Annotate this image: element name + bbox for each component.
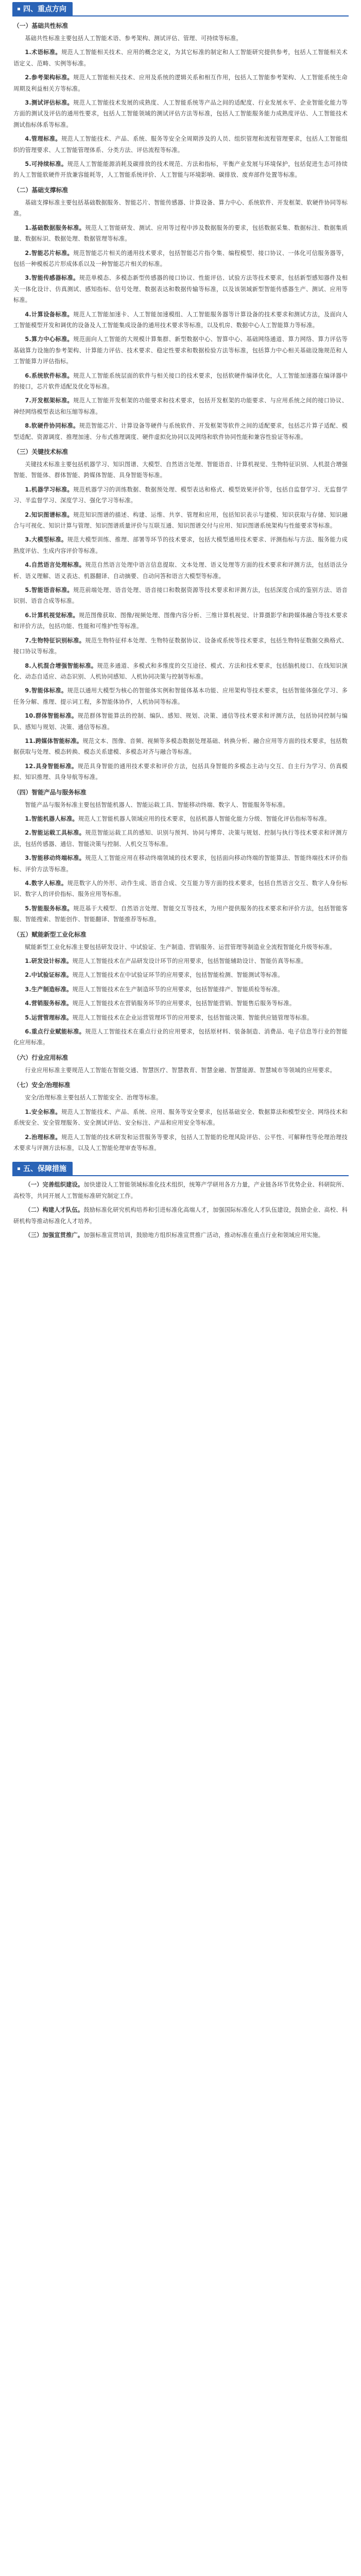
paragraph (13, 610, 348, 632)
paragraph-text: 基础支撑标准主要包括基础数据服务、智能芯片、智能传感器、计算设备、算力中心、系统软件、开发框架、软硬件协同等标准。 (13, 199, 348, 217)
paragraph-text: 规范自然语言处理中语言信息提取、文本处理、语义处理等方面的技术要求和评测方法，包括语法分析、语义理解、语义表达、机器翻译、自动摘要、自动问答和语言大模型等标准。 (13, 562, 348, 580)
square-icon (18, 1167, 20, 1170)
section-tag (12, 2, 73, 16)
paragraph-text: 智能产品与服务标准主要包括智能机器人、智能运载工具、智能移动终端、数字人、智能服务等标准。 (25, 801, 289, 808)
paragraph-label: （二）构建人才队伍。 (25, 1207, 84, 1214)
paragraph (13, 47, 348, 69)
paragraph-label: 7.开发框架标准。 (25, 397, 74, 404)
paragraph (13, 853, 348, 875)
paragraph-label: 5.算力中心标准。 (25, 336, 74, 343)
paragraph-label: 5.运营管理标准。 (25, 1014, 73, 1021)
paragraph (13, 635, 348, 657)
paragraph-text: 规范面向人工智能的大规模计算集群、新型数据中心、智算中心、基础网络通道、算力网络、算力评估等基础算力设施的参考架构、计算能力评估、技术要求、稳定性要求和数据检验方法等标准，包括算力中心相关基础设施规范和人工智能算力评估指标。 (13, 336, 348, 365)
paragraph-text: 规范人工智能开发框架的功能要求和技术要求，包括开发框架的功能要求、与应用系统之间的接口协议、神经网络模型表达和压缩等标准。 (13, 397, 348, 415)
paragraph-text: 规范智能芯片相关的通用技术要求，包括智能芯片指令集、编程模型、接口协议、一体化可信服务器等，包括一种模板芯片形成体系以及一种智能芯片相关的标准。 (13, 249, 348, 267)
paragraph-label: 5.智能服务标准。 (25, 905, 74, 912)
paragraph-text: 行业应用标准主要规范人工智能在智能交通、智慧医疗、智慧教育、智慧金融、智慧能源、智慧城市等领域的应用要求。 (25, 1066, 336, 1074)
paragraph (13, 942, 348, 953)
paragraph (13, 1026, 348, 1048)
paragraph (13, 984, 348, 995)
paragraph-label: 3.智能移动终端标准。 (25, 855, 85, 862)
paragraph-text: 加快建设人工智能领域标准化技术组织，统筹产学研用各方力量，产业链各环节优势企业、科研院所、高校等，共同开展人工智能标准研究制定工作。 (13, 1181, 348, 1199)
paragraph-text: 规范基于大模型、自然语言处理、智能交互等技术，为用户提供服务的技术要求和评价方法，包括智能客服、智能搜索、智能创作、智能翻译、智能推荐等标准。 (13, 905, 348, 923)
subsection-heading: （三）关键技术标准 (13, 448, 68, 455)
paragraph-text: 规范人工智能能源消耗及碳排放的技术规范、方法和指标，平衡产业发展与环境保护，包括促进生态可持续的人工智能软硬件开放兼容能耗等，人工智能系统评价、人工智能与环境影响、碳排放、废弃部件处置等标准。 (13, 161, 348, 179)
paragraph-label: 2.智能芯片标准。 (25, 249, 74, 257)
paragraph (13, 484, 348, 506)
paragraph-label: 4.管理标准。 (25, 135, 61, 143)
paragraph-label: （一）完善组织建设。 (25, 1181, 84, 1189)
paragraph-text: 规范文本、图像、音频、视频等多模态数据处理基础、转换分析、融合应用等方面的技术要求，包括数据获取与处理、模态转换、模态关系建模、多模态对齐与融合等标准。 (13, 737, 348, 756)
paragraph-label: 2.中试验证标准。 (25, 972, 73, 979)
paragraph-text: 规范人工智能技术在企业运营管理环节的应用要求，包括智能决策、智能供应链管理等标准。 (72, 1014, 313, 1021)
paragraph-text: 规范具身智能的通用技术要求和评价方法，包括具身智能的多模态主动与交互、自主行为学习、仿真模拟、知识推理、具身导航等标准。 (13, 762, 348, 781)
paragraph-text: 关键技术标准主要包括机器学习、知识图谱、大模型、自然语言处理、智能语音、计算机视觉、生物特征识别、人机混合增强智能、智能体、群体智能、跨媒体智能、具身智能等标准。 (13, 461, 348, 479)
paragraph-text: 赋能新型工业化标准主要包括研发设计、中试验证、生产制造、营销服务、运营管理等制造业全流程智能化升级等标准。 (25, 943, 336, 951)
paragraph-text: 规范数字人的外形、动作生成、语音合成、交互能力等方面的技术要求，包括自然语言交互、数字人身份标识、数字人的评价指标、服务应用等标准。 (13, 880, 348, 898)
subsection-heading: （七）安全/治理标准 (13, 1081, 71, 1089)
paragraph-text: 规范人工智能技术发展的成熟度、人工智能系统等产品之间的适配度、行业发展水平、企业智能化能力等方面的测试及评估的通用性要求，包括人工智能领域的测试评估方法等标准，包括人工智能服务能力成熟度评估、人工智能技术测试指标体系等标准。 (13, 99, 348, 128)
section-title: 四、重点方向 (23, 5, 66, 13)
paragraph-text: 规范人工智能应用在移动终端领域的技术要求，包括面向移动终端的智能算法、智能终端技术评价指标、评价方法等标准。 (13, 855, 348, 873)
paragraph (13, 998, 348, 1009)
paragraph (13, 534, 348, 556)
paragraph (13, 970, 348, 980)
paragraph (13, 1230, 348, 1241)
paragraph-text: 规范多通道、多模式和多维度的交互途径、模式、方法和技术要求，包括脑机接口、在线知识演化、动态自适应、动态识别、人机协同感知、人机协同决策与控制等标准。 (13, 662, 348, 680)
paragraph-label: 3.大模型标准。 (25, 536, 67, 544)
paragraph-label: 8.软硬件协同标准。 (25, 422, 79, 430)
paragraph (13, 585, 348, 607)
paragraph (13, 248, 348, 270)
paragraph-text: 规范人工智能技术在产品研发设计环节的应用要求，包括智能辅助设计、智能仿真等标准。 (72, 958, 307, 965)
paragraph-label: 2.治理标准。 (25, 1133, 61, 1141)
paragraph (13, 459, 348, 481)
paragraph-label: 5.智能语音标准。 (25, 587, 74, 594)
paragraph-label: 1.智能机器人标准。 (25, 815, 78, 822)
paragraph (13, 133, 348, 156)
paragraph-label: 1.基础数据服务标准。 (25, 224, 85, 231)
paragraph-text: 规范人工智能技术在生产制造环节的应用要求，包括智能排产、智能质检等标准。 (72, 986, 284, 993)
paragraph (13, 685, 348, 707)
paragraph-label: 3.生产制造标准。 (25, 986, 73, 993)
paragraph (13, 1092, 348, 1103)
paragraph (13, 159, 348, 181)
paragraph-text: 规范人工智能研发、测试、应用等过程中涉及数据服务的要求，包括数据采集、数据标注、数据集质量、数据标识、数据处理、数据管理等标准。 (13, 224, 348, 243)
paragraph (13, 1065, 348, 1076)
paragraph-text: 规范以通用大模型为核心的智能体实例和智能体基本功能、应用架构等技术要求，包括智能体强化学习、多任务分解、推理、提示词工程，多智能体协作，人机协同等标准。 (13, 687, 348, 705)
document-page (0, 0, 361, 1248)
paragraph-label: 8.人机混合增强智能标准。 (25, 662, 97, 669)
section-focus-content (0, 22, 361, 1154)
paragraph-label: 1.机器学习标准。 (25, 486, 74, 493)
paragraph (13, 273, 348, 306)
paragraph-label: 1.安全标准。 (25, 1108, 61, 1115)
paragraph (13, 1179, 348, 1201)
paragraph-text: 规范生物特征样本处理、生物特征数据协议、设备或系统等技术要求，包括生物特征数据交换格式、接口协议等标准。 (13, 637, 348, 655)
paragraph (13, 1107, 348, 1129)
paragraph-text: 规范人工智能相关技术、应用的概念定义，为其它标准的制定和人工智能研究提供参考，包括人工智能相关术语定义、范畴、实例等标准。 (13, 49, 348, 67)
paragraph (13, 903, 348, 925)
section-tag (12, 1162, 73, 1176)
paragraph-label: 1.研发设计标准。 (25, 958, 73, 965)
section-header-safeguards (12, 1160, 349, 1176)
paragraph (13, 1012, 348, 1023)
paragraph-label: 6.重点行业赋能标准。 (25, 1028, 85, 1036)
paragraph-label: 4.数字人标准。 (25, 880, 67, 887)
paragraph-text: 规范人工智能机器人领域应用的技术要求，包括机器人智能化能力分级、智能化评估指标等标准。 (78, 815, 331, 822)
paragraph-text: 规范机器学习的训练数据、数据预处理、模型表达和格式、模型效果评价等，包括自监督学习、无监督学习、半监督学习、深度学习、强化学习等标准。 (13, 486, 348, 504)
paragraph-label: 6.计算机视觉标准。 (25, 612, 79, 619)
paragraph (13, 814, 348, 824)
paragraph-label: 3.智能传感器标准。 (25, 275, 79, 282)
subsection-heading: （四）智能产品与服务标准 (13, 788, 87, 796)
paragraph (13, 560, 348, 582)
paragraph (13, 761, 348, 783)
paragraph-text: 规范单模态、多模态新型传感器的接口协议、性能评估、试验方法等技术要求，包括新型感知器件及相关一体化设计、仿真测试、感知指标、信号处理、数据表达和数据传输等标准，以及该领域新型智能传感器生产、测试、应用等标准。 (13, 275, 348, 304)
paragraph-label: 10.群体智能标准。 (25, 713, 78, 720)
paragraph-text: 规范人工智能的技术研发和运营服务等要求，包括人工智能的伦理风险评估、公平性、可解释性等伦理治理技术要求与评测方法标准，以及人工智能伦理审查等标准。 (13, 1133, 348, 1151)
paragraph-label: 3.测试评估标准。 (25, 99, 74, 107)
square-icon (18, 8, 20, 10)
paragraph (13, 420, 348, 443)
paragraph (13, 370, 348, 393)
paragraph-text: 规范人工智能技术在中试验证环节的应用要求，包括智能检测、智能测试等标准。 (72, 972, 284, 979)
paragraph-text: 规范图像获取、图像/视频处理、图像内容分析、三维计算机视觉、计算摄影学和跨媒体融合等技术要求和评价方法，包括功能、性能和可维护性等标准。 (13, 612, 348, 630)
paragraph (13, 510, 348, 532)
paragraph (13, 395, 348, 417)
section-safeguards-content (0, 1179, 361, 1241)
paragraph-text: 规范大模型训练、推理、部署等环节的技术要求，包括大模型通用技术要求、评测指标与方法、服务能力成熟度评估、生成内容评价等标准。 (13, 536, 348, 554)
subsection-heading: （六）行业应用标准 (13, 1054, 68, 1061)
paragraph (13, 1205, 348, 1227)
paragraph-label: 6.系统软件标准。 (25, 372, 74, 379)
paragraph-text: 规范智能运载工具的感知、识别与预判、协同与博弈、决策与规划、控制与执行等技术要求和评测方法，包括传感器、通信、智能决策与控制、人机交互等标准。 (13, 829, 348, 848)
paragraph (13, 827, 348, 850)
paragraph (13, 72, 348, 94)
paragraph (13, 33, 348, 44)
paragraph (13, 309, 348, 331)
paragraph (13, 223, 348, 245)
paragraph-label: 4.计算设备标准。 (25, 311, 74, 318)
paragraph (13, 97, 348, 130)
subsection-heading: （一）基础共性标准 (13, 22, 68, 29)
paragraph-text: 规范人工智能系统层面的软件与相关接口的技术要求，包括软硬件编译优化，人工智能加速器在编译器中的接口，芯片软件适配及优化等标准。 (13, 372, 348, 390)
subsection-heading: （二）基础支撑标准 (13, 186, 68, 194)
paragraph (13, 1132, 348, 1154)
paragraph (13, 197, 348, 219)
paragraph-label: 2.智能运载工具标准。 (25, 829, 85, 837)
section-header-focus (12, 0, 349, 16)
paragraph-text: 基础共性标准主要包括人工智能术语、参考架构、测试评估、管理、可持续等标准。 (25, 35, 242, 42)
paragraph (13, 710, 348, 733)
paragraph-label: 1.术语标准。 (25, 49, 61, 56)
paragraph-text: 规范前端处理、语音处理、语音接口和数据资源等技术要求和评测方法，包括深度合成的鉴别方法、语音识别、语音合成等标准。 (13, 587, 348, 605)
paragraph-label: 7.生物特征识别标准。 (25, 637, 85, 644)
paragraph (13, 334, 348, 367)
paragraph-label: 4.自然语言处理标准。 (25, 562, 85, 569)
paragraph-label: 12.具身智能标准。 (25, 762, 78, 770)
paragraph-label: （三）加强宣贯推广。 (25, 1231, 84, 1239)
paragraph-text: 鼓励标准化研究机构培养和引进标准化高端人才，加强国际标准化人才队伍建设，鼓励企业、高校、科研机构等推动标准化人才培养。 (13, 1207, 348, 1225)
subsection-heading: （五）赋能新型工业化标准 (13, 930, 87, 938)
paragraph-text: 规范群体智能算法的控制、编队、感知、规划、决策、通信等技术要求和评测方法，包括协同控制与编队、感知与规划、决策、通信等标准。 (13, 713, 348, 731)
paragraph-text: 规范智能芯片、计算设备等硬件与系统软件、开发框架等软件之间的适配要求，包括芯片算子适配、模型适配、资源调度、推理加速、分布式推理调度、硬件虚拟化协同以及网络和软件协同性能和兼容性验证等标准。 (13, 422, 348, 440)
paragraph-text: 规范知识图谱的描述、构建、运维、共享、管理和应用，包括知识表示与建模、知识获取与存储、知识融合与可视化、知识计算与管理、知识图谱质量评价与互联互通、知识图谱交付与应用、知识图谱系统架构与性能要求等标准。 (13, 511, 348, 530)
paragraph-text: 规范人工智能技术在重点行业的应用要求，包括原材料、装备制造、消费品、电子信息等行业的智能化应用标准。 (13, 1028, 348, 1046)
paragraph-text: 规范人工智能技术在营销服务环节的应用要求，包括智能营销、智能售后服务等标准。 (72, 1000, 296, 1007)
paragraph-label: 2.参考架构标准。 (25, 74, 74, 81)
paragraph (13, 878, 348, 900)
paragraph-text: 规范人工智能相关技术、应用及系统的逻辑关系和相互作用，包括人工智能参考架构、人工智能系统生命周期及利益相关方等标准。 (13, 74, 348, 92)
paragraph-text: 加强标准宣贯培训，鼓励地方组织标准宣贯推广活动，推动标准在重点行业和领域应用实施。 (83, 1231, 324, 1239)
paragraph-label: 5.可持续标准。 (25, 161, 67, 168)
paragraph-text: 规范人工智能技术、产品、系统、应用、服务等安全要求，包括基础安全、数据算法和模型安全、网络技术和系统安全、安全管理服务、安全测试评估、安全标注、产品和应用安全等标准。 (13, 1108, 348, 1127)
paragraph-label: 4.营销服务标准。 (25, 1000, 73, 1007)
paragraph-text: 规范人工智能技术、产品、系统、服务等安全全周期涉及的人员、组织管理和流程管理要求，包括人工智能组织的管理要求、人工智能管理体系、分类方法、评估流程等标准。 (13, 135, 348, 154)
section-title: 五、保障措施 (23, 1165, 66, 1174)
paragraph (13, 956, 348, 967)
paragraph-label: 2.知识图谱标准。 (25, 511, 74, 518)
paragraph (13, 660, 348, 683)
paragraph (13, 800, 348, 810)
paragraph-label: 11.跨媒体智能标准。 (25, 737, 83, 744)
paragraph-label: 9.智能体标准。 (25, 687, 67, 694)
paragraph-text: 规范人工智能加速卡、人工智能加速模组、人工智能服务器等计算设备的技术要求和测试方法，及面向人工智能模型开发和调优的设备及人工智能集成设备的通用技术要求等标准，以及机房、数据中心人工智能算力等标准。 (13, 311, 348, 329)
paragraph (13, 736, 348, 758)
paragraph-text: 安全/治理标准主要包括人工智能安全、治理等标准。 (25, 1094, 162, 1101)
